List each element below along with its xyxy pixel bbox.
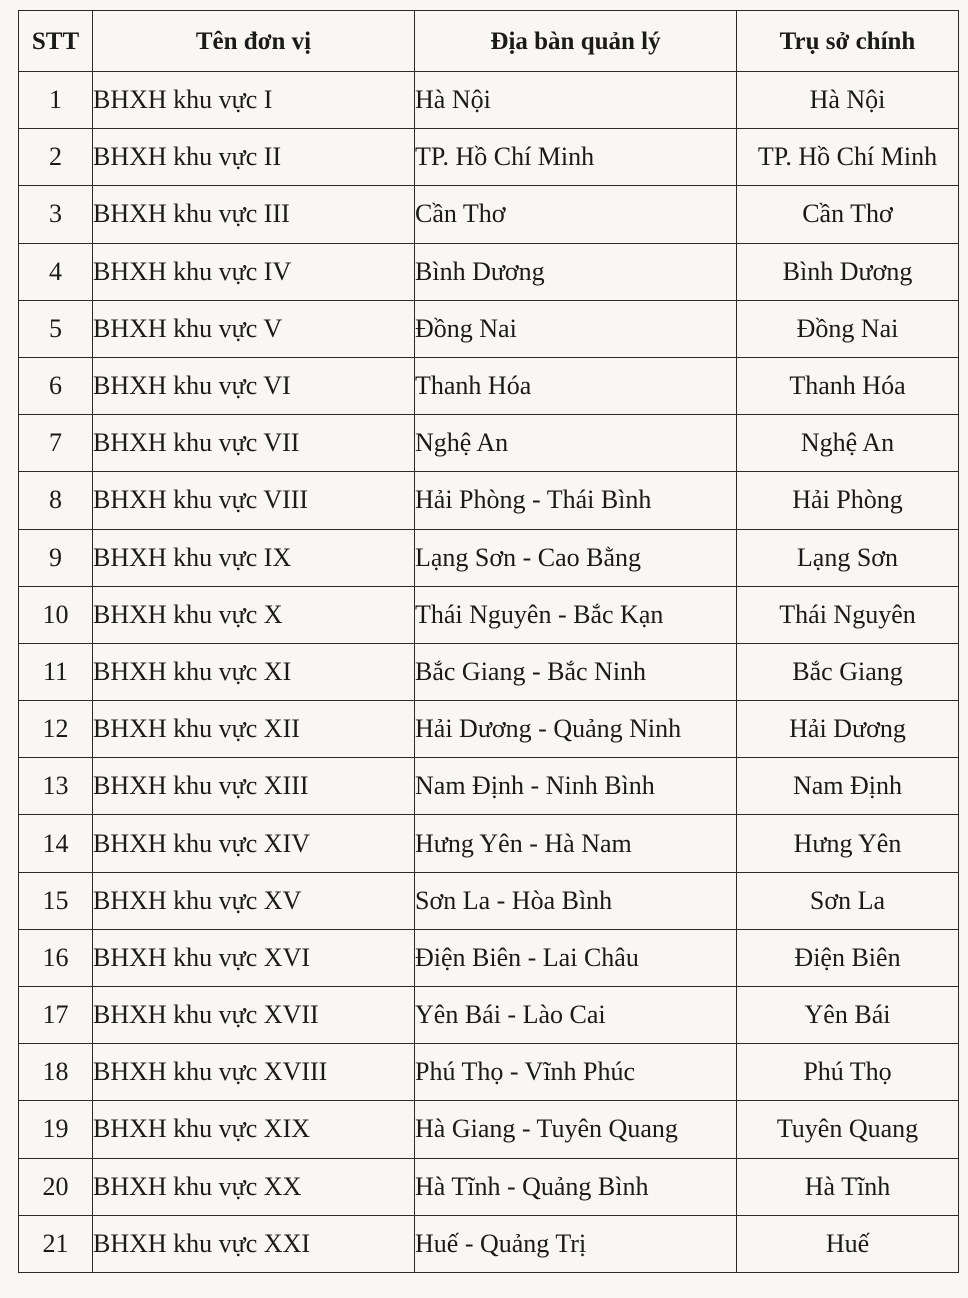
unit-name-cell: BHXH khu vực VII (93, 415, 415, 472)
managed-area-cell: Hà Nội (415, 72, 737, 129)
table-body (19, 72, 959, 1273)
row-number-cell: 3 (19, 186, 93, 243)
unit-name-cell: BHXH khu vực XXI (93, 1215, 415, 1272)
table-row (19, 300, 959, 357)
unit-name-cell: BHXH khu vực III (93, 186, 415, 243)
headquarters-cell: Yên Bái (737, 987, 959, 1044)
unit-name-cell: BHXH khu vực VIII (93, 472, 415, 529)
table-row (19, 815, 959, 872)
unit-name-cell: BHXH khu vực VI (93, 357, 415, 414)
row-number-cell: 6 (19, 357, 93, 414)
unit-name-cell: BHXH khu vực II (93, 129, 415, 186)
headquarters-cell: Bắc Giang (737, 643, 959, 700)
unit-name-cell: BHXH khu vực XVI (93, 929, 415, 986)
managed-area-cell: Nghệ An (415, 415, 737, 472)
managed-area-cell: Lạng Sơn - Cao Bằng (415, 529, 737, 586)
table-row (19, 472, 959, 529)
headquarters-cell: Bình Dương (737, 243, 959, 300)
managed-area-cell: Yên Bái - Lào Cai (415, 987, 737, 1044)
row-number-cell: 13 (19, 758, 93, 815)
managed-area-cell: Đồng Nai (415, 300, 737, 357)
header-headquarters: Trụ sở chính (737, 11, 959, 72)
headquarters-cell: Điện Biên (737, 929, 959, 986)
table-row (19, 1215, 959, 1272)
row-number-cell: 7 (19, 415, 93, 472)
headquarters-cell: Sơn La (737, 872, 959, 929)
row-number-cell: 12 (19, 701, 93, 758)
managed-area-cell: Phú Thọ - Vĩnh Phúc (415, 1044, 737, 1101)
headquarters-cell: Nghệ An (737, 415, 959, 472)
row-number-cell: 10 (19, 586, 93, 643)
managed-area-cell: Nam Định - Ninh Bình (415, 758, 737, 815)
table-row (19, 72, 959, 129)
table-row (19, 529, 959, 586)
row-number-cell: 17 (19, 987, 93, 1044)
row-number-cell: 1 (19, 72, 93, 129)
table-row (19, 758, 959, 815)
managed-area-cell: Cần Thơ (415, 186, 737, 243)
row-number-cell: 15 (19, 872, 93, 929)
table-row (19, 129, 959, 186)
headquarters-cell: Hải Dương (737, 701, 959, 758)
table-row (19, 1158, 959, 1215)
table-row (19, 643, 959, 700)
header-row (19, 11, 959, 72)
unit-name-cell: BHXH khu vực XVII (93, 987, 415, 1044)
unit-name-cell: BHXH khu vực IV (93, 243, 415, 300)
managed-area-cell: Bắc Giang - Bắc Ninh (415, 643, 737, 700)
row-number-cell: 16 (19, 929, 93, 986)
managed-area-cell: Hải Phòng - Thái Bình (415, 472, 737, 529)
headquarters-cell: Hà Tĩnh (737, 1158, 959, 1215)
managed-area-cell: Điện Biên - Lai Châu (415, 929, 737, 986)
headquarters-cell: Hà Nội (737, 72, 959, 129)
headquarters-cell: Đồng Nai (737, 300, 959, 357)
managed-area-cell: Hà Tĩnh - Quảng Bình (415, 1158, 737, 1215)
headquarters-cell: TP. Hồ Chí Minh (737, 129, 959, 186)
row-number-cell: 5 (19, 300, 93, 357)
unit-name-cell: BHXH khu vực I (93, 72, 415, 129)
row-number-cell: 19 (19, 1101, 93, 1158)
headquarters-cell: Cần Thơ (737, 186, 959, 243)
headquarters-cell: Hải Phòng (737, 472, 959, 529)
headquarters-cell: Huế (737, 1215, 959, 1272)
row-number-cell: 9 (19, 529, 93, 586)
header-unit-name: Tên đơn vị (93, 11, 415, 72)
unit-name-cell: BHXH khu vực XX (93, 1158, 415, 1215)
managed-area-cell: TP. Hồ Chí Minh (415, 129, 737, 186)
table-row (19, 415, 959, 472)
managed-area-cell: Hải Dương - Quảng Ninh (415, 701, 737, 758)
unit-name-cell: BHXH khu vực V (93, 300, 415, 357)
managed-area-cell: Sơn La - Hòa Bình (415, 872, 737, 929)
unit-name-cell: BHXH khu vực XV (93, 872, 415, 929)
row-number-cell: 14 (19, 815, 93, 872)
headquarters-cell: Thái Nguyên (737, 586, 959, 643)
header-managed-area: Địa bàn quản lý (415, 11, 737, 72)
unit-name-cell: BHXH khu vực XIV (93, 815, 415, 872)
unit-name-cell: BHXH khu vực XII (93, 701, 415, 758)
row-number-cell: 20 (19, 1158, 93, 1215)
regional-units-table (18, 10, 959, 1273)
table-row (19, 243, 959, 300)
unit-name-cell: BHXH khu vực XI (93, 643, 415, 700)
row-number-cell: 2 (19, 129, 93, 186)
managed-area-cell: Hà Giang - Tuyên Quang (415, 1101, 737, 1158)
unit-name-cell: BHXH khu vực XIX (93, 1101, 415, 1158)
unit-name-cell: BHXH khu vực IX (93, 529, 415, 586)
row-number-cell: 11 (19, 643, 93, 700)
table-header (19, 11, 959, 72)
headquarters-cell: Nam Định (737, 758, 959, 815)
table-row (19, 987, 959, 1044)
headquarters-cell: Hưng Yên (737, 815, 959, 872)
table-row (19, 586, 959, 643)
managed-area-cell: Hưng Yên - Hà Nam (415, 815, 737, 872)
row-number-cell: 4 (19, 243, 93, 300)
unit-name-cell: BHXH khu vực XIII (93, 758, 415, 815)
managed-area-cell: Thanh Hóa (415, 357, 737, 414)
headquarters-cell: Thanh Hóa (737, 357, 959, 414)
table-row (19, 1101, 959, 1158)
table-row (19, 929, 959, 986)
table-row (19, 872, 959, 929)
table-row (19, 186, 959, 243)
table-row (19, 1044, 959, 1101)
row-number-cell: 8 (19, 472, 93, 529)
headquarters-cell: Phú Thọ (737, 1044, 959, 1101)
headquarters-cell: Tuyên Quang (737, 1101, 959, 1158)
headquarters-cell: Lạng Sơn (737, 529, 959, 586)
header-stt: STT (19, 11, 93, 72)
unit-name-cell: BHXH khu vực X (93, 586, 415, 643)
table-row (19, 357, 959, 414)
row-number-cell: 21 (19, 1215, 93, 1272)
managed-area-cell: Bình Dương (415, 243, 737, 300)
managed-area-cell: Thái Nguyên - Bắc Kạn (415, 586, 737, 643)
table-row (19, 701, 959, 758)
unit-name-cell: BHXH khu vực XVIII (93, 1044, 415, 1101)
row-number-cell: 18 (19, 1044, 93, 1101)
managed-area-cell: Huế - Quảng Trị (415, 1215, 737, 1272)
